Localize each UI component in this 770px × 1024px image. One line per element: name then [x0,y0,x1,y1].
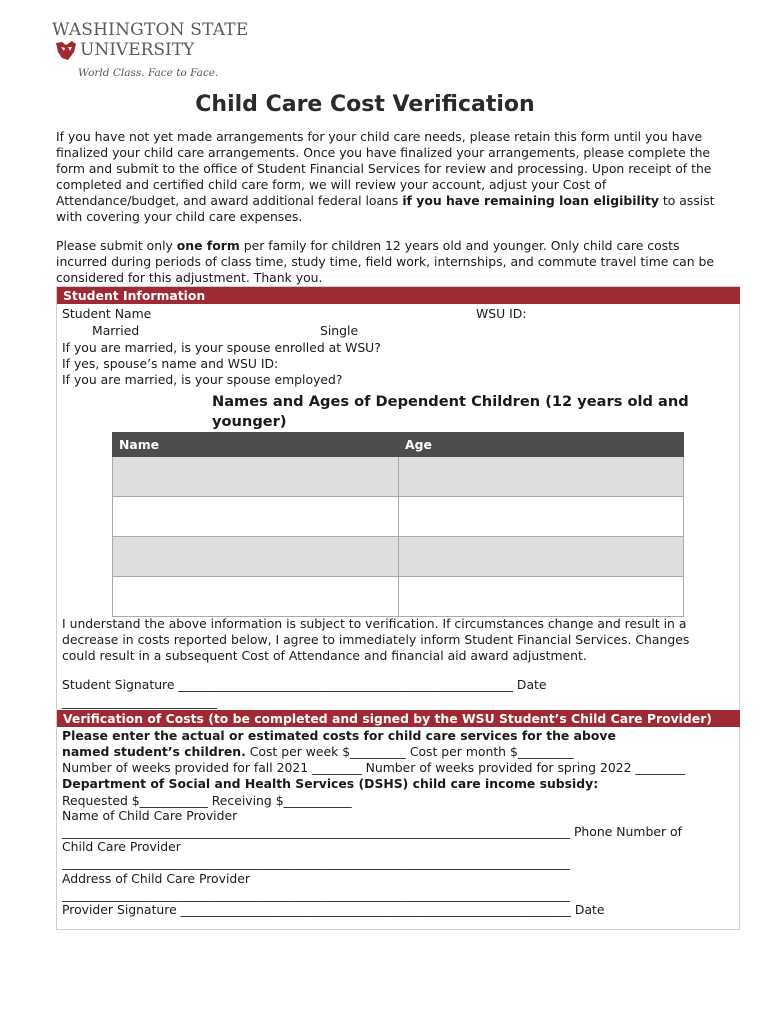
child-name-cell[interactable] [113,457,399,497]
logo-line2: UNIVERSITY [80,40,195,60]
verification-costs-header: Verification of Costs (to be completed and signed by the WSU Student’s Child Care Provider) [57,710,740,727]
spouse-employed-question: If you are married, is your spouse employed? [62,372,343,387]
provider-address-line[interactable]: __________________________________________________________________________________ [62,887,571,902]
children-table-header [113,433,684,457]
spouse-name-question: If yes, spouse’s name and WSU ID: [62,356,279,371]
acknowledgement-text: I understand the above information is subject to verification. If circumstances change and result in a decrease in costs reported below, I agree to immediately inform Student Financial Services. Changes could result in a subsequent Cost of Attendance and financial aid award adjustment. [62,616,690,663]
table-row [113,457,684,497]
child-age-cell[interactable] [399,537,684,577]
provider-phone-line[interactable]: __________________________________________________________________________________ [62,855,571,870]
child-name-cell[interactable] [113,577,399,617]
table-row [113,537,684,577]
student-date-line[interactable]: _________________________ [62,694,217,709]
provider-signature-line[interactable]: Provider Signature _______________________________________________________________ Date [62,902,605,917]
child-name-cell[interactable] [113,497,399,537]
cost-instruction-bold: named student’s children. [62,744,246,759]
provider-phone-label: Child Care Provider [62,839,181,854]
provider-name-label: Name of Child Care Provider [62,808,238,823]
logo-tagline: World Class. Face to Face. [78,67,219,79]
intro-emphasis: if you have remaining loan eligibility [402,193,659,208]
intro-paragraph [56,129,721,225]
cost-instruction-1: Please enter the actual or estimated costs for child care services for the above [62,728,616,743]
child-name-cell[interactable] [113,537,399,577]
table-row [113,497,684,537]
dshs-subsidy-label: Department of Social and Health Services (DSHS) child care income subsidy: [62,776,599,791]
submission-text-2: per family for children 12 years old and younger. Only child care costs incurred during periods of class time, study time, field work, internships, and commute travel time can be considered for this adjustment. Thank you. [56,238,715,285]
intro-text-2: to assist with covering your child care expenses. [56,193,715,224]
age-column-header: Age [399,433,684,457]
intro-text-1: If you have not yet made arrangements for your child care needs, please retain this form until you have finalized your child care arrangements. Once you have finalized your arrangements, please complete the form and submit to the office of Student Financial Services for review and processing. Upon receipt of the completed and certified child care form, we will review your account, adjust your Cost of Attendance/budget, and award additional federal loans [56,129,712,208]
children-heading: Names and Ages of Dependent Children (12 years old and younger) [212,393,689,430]
page-title: Child Care Cost Verification [195,92,535,117]
student-signature-line[interactable]: Student Signature ______________________________________________________ Date [62,677,547,692]
children-table [112,432,684,617]
provider-name-line[interactable]: __________________________________________________________________________________ Phone Number of [62,824,682,839]
logo-line1: WASHINGTON STATE [52,20,249,40]
submission-text-1: Please submit only [56,238,177,253]
wsu-logo [52,20,252,82]
cost-instruction-2 [62,744,574,760]
single-option[interactable]: Single [320,323,359,338]
wsu-id-label: WSU ID: [476,306,527,321]
cougar-head-icon [54,40,78,62]
student-name-label: Student Name [62,306,152,321]
table-row [113,577,684,617]
weeks-provided-line[interactable]: Number of weeks provided for fall 2021 ________ Number of weeks provided for spring 2022 ________ [62,760,686,775]
name-column-header: Name [113,433,399,457]
provider-address-label: Address of Child Care Provider [62,871,251,886]
cost-fields[interactable]: Cost per week $_________ Cost per month $_________ [245,744,574,759]
married-option[interactable]: Married [92,323,140,338]
student-info-header: Student Information [57,287,740,304]
submission-emphasis: one form [176,238,240,253]
child-age-cell[interactable] [399,577,684,617]
subsidy-fields[interactable]: Requested $___________ Receiving $___________ [62,793,352,808]
child-age-cell[interactable] [399,457,684,497]
submission-paragraph [56,238,721,286]
spouse-enrolled-question: If you are married, is your spouse enrolled at WSU? [62,340,381,355]
child-age-cell[interactable] [399,497,684,537]
